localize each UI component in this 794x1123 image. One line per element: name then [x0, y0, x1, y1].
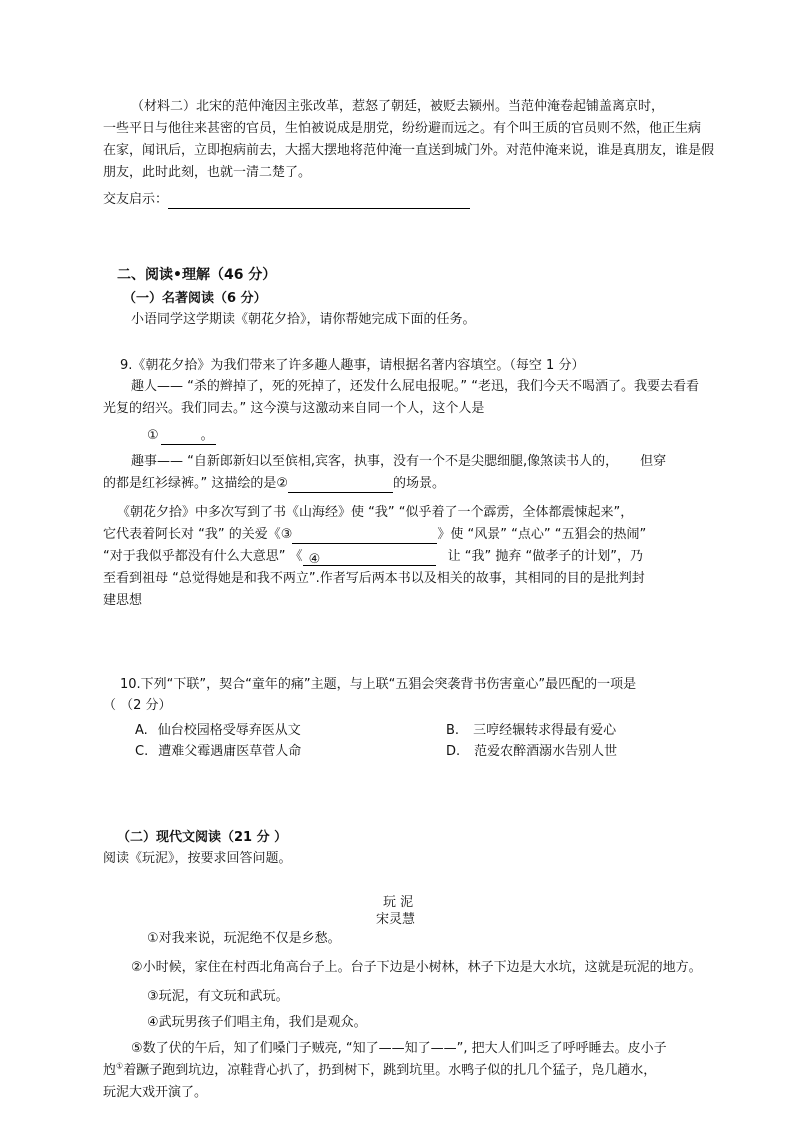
q9-person-line-2: 光复的绍兴。我们同去。” 这今漠与这激动来自同一个人，这个人是 — [103, 401, 485, 416]
material-2-line-3: 在家，闻讯后，立即抱病前去，大摇大摆地将范仲淹一直送到城门外。对范仲淹来说，谁是真朋友，谁是假 — [103, 143, 715, 158]
q9-person-line-1: 趣人—— “杀的辫掉了，死的死掉了，还发什么屁电报呢。” “老迅，我们今天不喝酒了。我要去看看 — [131, 379, 699, 394]
passage-para-4: ④武玩男孩子们唱主角，我们是观众。 — [147, 1015, 367, 1030]
friend-hint — [103, 191, 470, 209]
section-2-intro: 小语同学这学期读《朝花夕拾》，请你帮她完成下面的任务。 — [131, 312, 476, 327]
footnote-marker: ① — [116, 1061, 124, 1071]
passage-title: 玩 泥 — [383, 895, 414, 910]
friend-hint-answer-line[interactable] — [168, 194, 470, 209]
material-2-line-4: 朋友，此时此刻，也就一清二楚了。 — [103, 165, 312, 180]
q9-blank-1-mark: ① — [147, 428, 159, 443]
q9-blank-1-answer-line[interactable]: 。 — [161, 430, 216, 445]
material-2-line-1: （材料二）北宋的范仲淹因主张改革，惹怒了朝廷，被贬去颍州。当范仲淹卷起铺盖离京时， — [131, 99, 665, 114]
q9-event-line-1: 趣事—— “自新郎新妇以至傧相,宾客，执事，没有一个不是尖腮细腿,像煞读书人的， 但穿 — [131, 454, 667, 469]
passage-para-1: ①对我来说，玩泥绝不仅是乡愁。 — [147, 931, 341, 946]
passage-para-2: ②小时候，家住在村西北角高台子上。台子下边是小树林，林子下边是大水坑，这就是玩泥的地方。 — [131, 960, 702, 975]
q10-answer-bracket: （ （2 分） — [103, 698, 172, 713]
passage-author: 宋灵慧 — [376, 912, 416, 927]
section-2-title: 二、阅读•理解（46 分） — [117, 267, 277, 283]
passage-para-5-line-2: 尥①着蹶子跑到坑边，凉鞋背心扒了，扔到树下，跳到坑里。水鸭子似的扎几个猛子，凫几趟水， — [103, 1061, 657, 1078]
q9-books-line-3: “对于我似乎都没有什么大意思” 《 ④ 让 “我” 抛弃 “做孝子的计划”，乃 — [103, 549, 643, 567]
q10-option-c[interactable]: C. 遭难父霉遇庸医草菅人命 — [135, 744, 302, 759]
q9-blank-2-answer-line[interactable] — [288, 478, 393, 493]
q9-books-line-1: 《朝花夕拾》中多次写到了书《山海经》使 “我” “似乎着了一个霹雳，全体都震悚起来”， — [117, 505, 634, 520]
q9-blank-4-answer-line[interactable]: ④ — [303, 551, 436, 566]
material-2-line-2: 一些平日与他往来甚密的官员，生怕被说成是朋党，纷纷避而远之。有个叫王质的官员则不然，他正生病 — [103, 121, 702, 136]
modern-reading-intro: 阅读《玩泥》，按要求回答问题。 — [103, 851, 292, 866]
q9-books-line-2: 它代表着阿长对 “我” 的关爱《③ 》使 “风景” “点心” “五猖会的热闹” — [103, 527, 647, 542]
q9-stem: 9.《朝花夕拾》为我们带来了许多趣人趣事，请根据名著内容填空。（每空 1 分） — [120, 358, 585, 373]
q9-books-line-4: 至看到祖母 “总觉得她是和我不两立”.作者写后两本书以及相关的故事，其相同的目的是批判封 — [103, 571, 645, 586]
q9-books-line-5: 建思想 — [103, 593, 143, 608]
passage-para-3: ③玩泥，有文玩和武玩。 — [147, 989, 289, 1004]
q10-option-b[interactable]: B. 三哼经辗转求得最有爱心 — [446, 723, 617, 738]
q10-stem: 10.下列“下联”，契合“童年的痛”主题，与上联“五猖会突袭背书伤害童心”最匹配的一项是 — [120, 677, 637, 692]
friend-hint-label: 交友启示： — [103, 192, 169, 207]
q9-blank-3-answer-line[interactable] — [292, 529, 437, 544]
q10-option-d[interactable]: D. 范爱农醉酒溺水告别人世 — [446, 744, 618, 759]
q9-event-line-2: 的都是红衫绿裤。” 这描绘的是② 的场景。 — [103, 476, 446, 491]
section-2-1-title: （一）名著阅读（6 分） — [123, 291, 267, 306]
passage-para-5-line-1: ⑤数了伏的午后，知了们嗓门子贼亮, “知了——知了——”, 把大人们叫乏了呼呼睡去。皮小子 — [131, 1041, 667, 1056]
passage-para-5-line-3: 玩泥大戏开演了。 — [103, 1085, 208, 1100]
q9-blank-1 — [147, 427, 216, 445]
modern-reading-title: （二）现代文阅读（21 分 ） — [117, 830, 288, 845]
q10-option-a[interactable]: A. 仙台校园格受辱弃医从文 — [135, 723, 301, 738]
